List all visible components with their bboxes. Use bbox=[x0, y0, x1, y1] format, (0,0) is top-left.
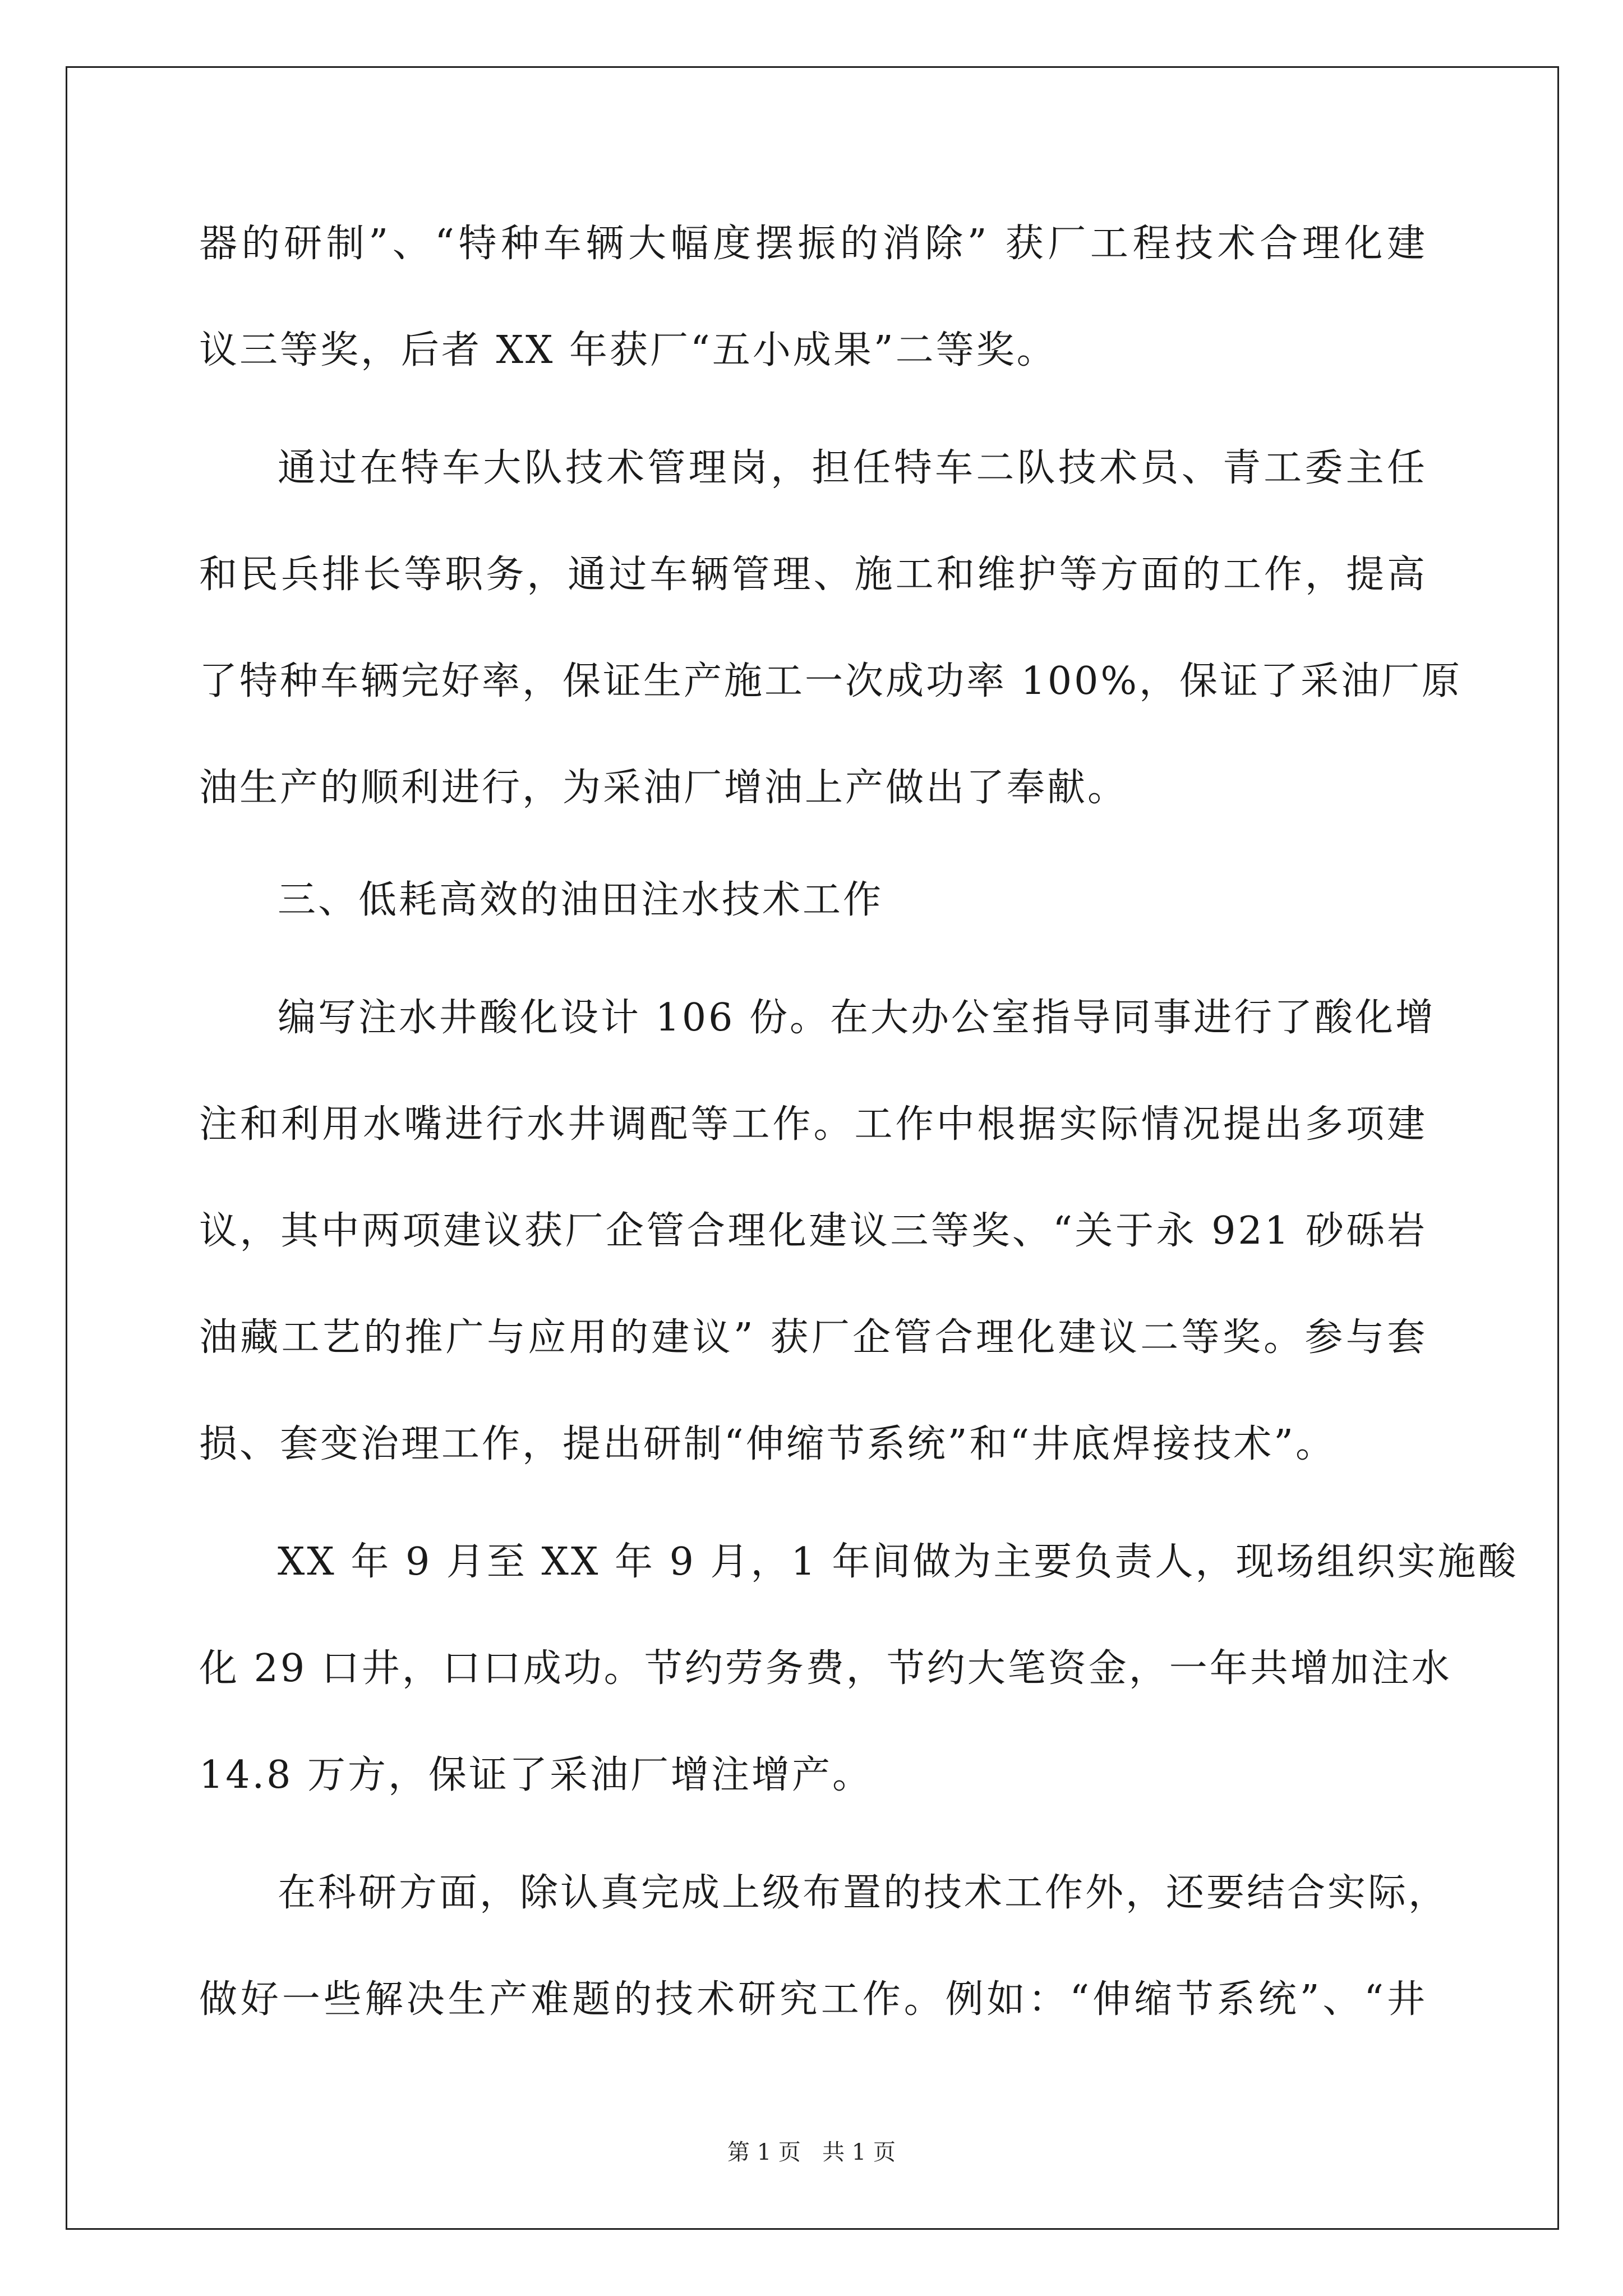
text-line: 油生产的顺利进行，为采油厂增油上产做出了奉献。 bbox=[199, 766, 1128, 810]
page-number-footer: 第 1 页 共 1 页 bbox=[727, 2139, 896, 2165]
paragraph-first-line: 编写注水井酸化设计 106 份。在大办公室指导同事进行了酸化增 bbox=[278, 996, 1436, 1040]
paragraph-first-line: 在科研方面，除认真完成上级布置的技术工作外，还要结合实际， bbox=[278, 1871, 1449, 1915]
section-heading: 三、低耗高效的油田注水技术工作 bbox=[278, 878, 884, 922]
paragraph-first-line: 通过在特车大队技术管理岗，担任特车二队技术员、青工委主任 bbox=[278, 446, 1427, 490]
text-line: 化 29 口井，口口成功。节约劳务费，节约大笔资金，一年共增加注水 bbox=[199, 1646, 1452, 1691]
text-line: 了特种车辆完好率，保证生产施工一次成功率 100%，保证了采油厂原 bbox=[199, 659, 1463, 703]
text-line: 议，其中两项建议获厂企管合理化建议三等奖、“关于永 921 砂砾岩 bbox=[199, 1209, 1427, 1253]
text-line: 做好一些解决生产难题的技术研究工作。例如：“伸缩节系统”、“井 bbox=[199, 1977, 1427, 2022]
paragraph-first-line: XX 年 9 月至 XX 年 9 月，1 年间做为主要负责人，现场组织实施酸 bbox=[278, 1540, 1519, 1584]
text-line: 损、套变治理工作，提出研制“伸缩节系统”和“井底焊接技术”。 bbox=[199, 1422, 1336, 1466]
text-line: 注和利用水嘴进行水井调配等工作。工作中根据实际情况提出多项建 bbox=[199, 1102, 1427, 1147]
text-line: 议三等奖，后者 XX 年获厂“五小成果”二等奖。 bbox=[199, 328, 1057, 372]
text-line: 和民兵排长等职务，通过车辆管理、施工和维护等方面的工作，提高 bbox=[199, 553, 1427, 597]
text-line: 油藏工艺的推广与应用的建议” 获厂企管合理化建议二等奖。参与套 bbox=[199, 1315, 1427, 1360]
text-line: 14.8 万方，保证了采油厂增注增产。 bbox=[199, 1753, 873, 1797]
text-line: 器的研制”、“特种车辆大幅度摆振的消除” 获厂工程技术合理化建 bbox=[199, 222, 1427, 266]
